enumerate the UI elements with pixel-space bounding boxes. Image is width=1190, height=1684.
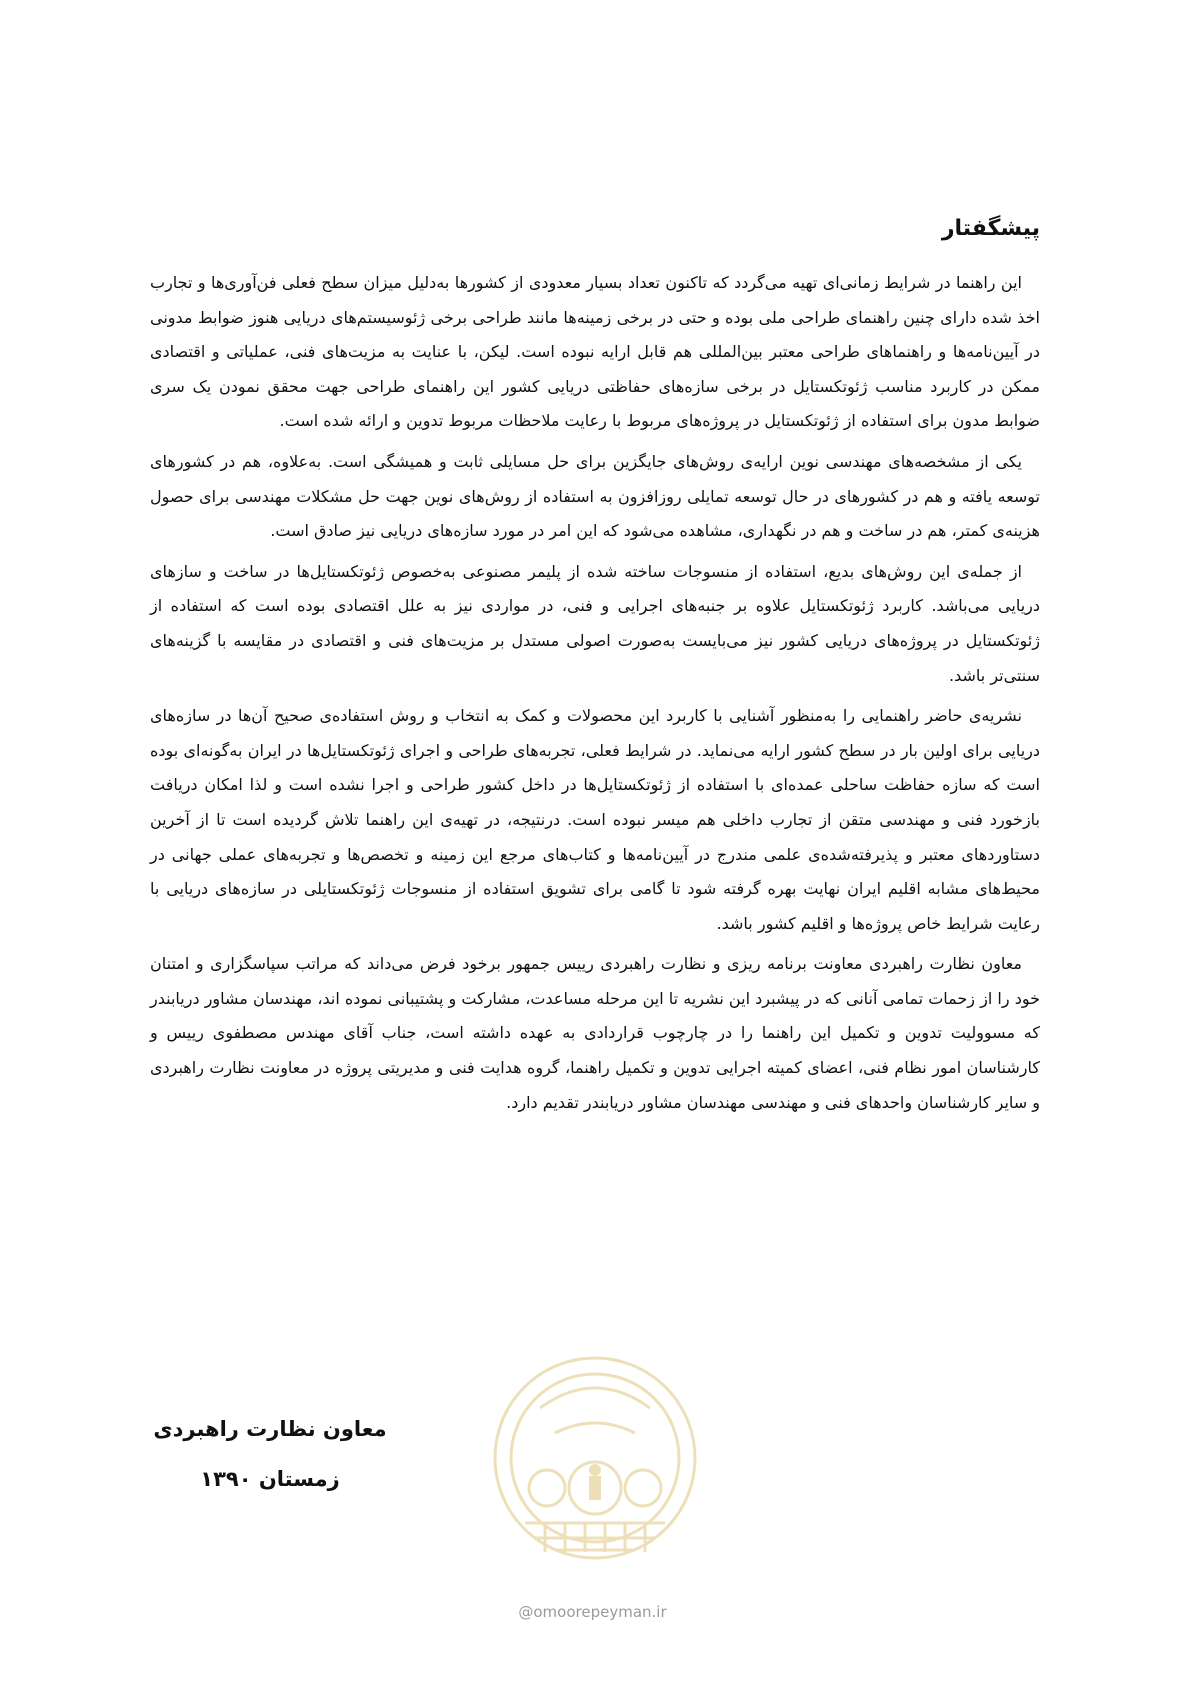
signature-title: معاون نظارت راهبردی — [153, 1417, 387, 1441]
page-heading: پیشگفتار — [941, 216, 1040, 241]
signature-date: زمستان ۱۳۹۰ — [200, 1467, 340, 1491]
body-text — [150, 266, 1040, 1126]
watermark-site: @omoorepeyman.ir — [518, 1603, 667, 1621]
signature-block — [150, 1404, 390, 1504]
watermark-logo-icon — [485, 1338, 705, 1578]
paragraph-5: معاون نظارت راهبردی معاونت برنامه ریزی و نظارت راهبردی رییس جمهور برخود فرض می‌داند که مراتب سپاسگزاری و امتنان خود را از زحمات تمامی آنانی که در پیشبرد این نشریه تا این مرحله مساعدت، مشارکت و پشتیبانی نموده اند، مهندسان مشاور دریابندر که مسوولیت تدوین و تکمیل این راهنما را در چارچوب قراردادی به عهده داشته است، جناب آقای مهندس مصطفوی رییس و کارشناسان امور نظام فنی، اعضای کمیته اجرایی تدوین و تکمیل راهنما، گروه هدایت فنی و مدیریتی پروژه در معاونت نظارت راهبردی و سایر کارشناسان واحدهای فنی و مهندسی مهندسان مشاور دریابندر تقدیم دارد. — [150, 954, 1040, 1112]
paragraph-1: این راهنما در شرایط زمانی‌ای تهیه می‌گردد که تاکنون تعداد بسیار معدودی از کشورها به‌دلیل میزان سطح فعلی فن‌آوری‌ها و تجارب اخذ شده دارای چنین راهنمای طراحی ملی بوده و حتی در برخی زمینه‌ها مانند طراحی برخی ژئوسیستم‌های دریایی هنوز ضوابط مدونی در آیین‌نامه‌ها و راهنماهای طراحی معتبر بین‌المللی هم قابل ارایه نبوده است. لیکن، با عنایت به مزیت‌های فنی، عملیاتی و اقتصادی ممکن در کاربرد مناسب ژئوتکستایل در برخی سازه‌های حفاظتی دریایی کشور این راهنمای طراحی جهت محقق نمودن یک سری ضوابط مدون برای استفاده از ژئوتکستایل در پروژه‌های مربوط با رعایت ملاحظات مربوط تدوین و ارائه شده است. — [150, 273, 1040, 431]
paragraph-2: یکی از مشخصه‌های مهندسی نوین ارایه‌ی روش‌های جایگزین برای حل مسایلی ثابت و همیشگی است. به‌علاوه، هم در کشورهای توسعه یافته و هم در کشورهای در حال توسعه تمایلی روزافزون به استفاده از روش‌های نوین جهت حل مشکلات مهندسی برای حصول هزینه‌ی کمتر، هم در ساخت و هم در نگهداری، مشاهده می‌شود که این امر در مورد سازه‌های دریایی نیز صادق است. — [150, 451, 1040, 541]
paragraph-3: از جمله‌ی این روش‌های بدیع، استفاده از منسوجات ساخته شده از پلیمر مصنوعی به‌خصوص ژئوتکستایل‌ها در ساخت و سازهای دریایی می‌باشد. کاربرد ژئوتکستایل علاوه بر جنبه‌های اجرایی و فنی، در مواردی نیز به علل اقتصادی بوده است که استفاده از ژئوتکستایل در پروژه‌های دریایی کشور نیز می‌بایست به‌صورت اصولی مستدل بر مزیت‌های فنی و اقتصادی در مقایسه با گزینه‌های سنتی‌تر باشد. — [150, 561, 1040, 685]
paragraph-4: نشریه‌ی حاضر راهنمایی را به‌منظور آشنایی با کاربرد این محصولات و کمک به انتخاب و روش استفاده‌ی صحیح آن‌ها در سازه‌های دریایی برای اولین بار در سطح کشور ارایه می‌نماید. در شرایط فعلی، تجربه‌های طراحی و اجرای ژئوتکستایل‌ها در ایران به‌گونه‌ای بوده است که سازه حفاظت ساحلی عمده‌ای با استفاده از ژئوتکستایل‌ها در داخل کشور طراحی و اجرا نشده است و لذا امکان دریافت بازخورد فنی و مهندسی متقن از تجارب داخلی هم میسر نبوده است. درنتیجه، در تهیه‌ی این راهنما تلاش گردیده است تا از آخرین دستاوردهای معتبر و پذیرفته‌شده‌ی علمی مندرج در آیین‌نامه‌ها و کتاب‌های مرجع این زمینه و تخصص‌ها و تجربه‌های عملی جهانی در محیط‌های مشابه اقلیم ایران نهایت بهره گرفته شود تا گامی برای تشویق استفاده از منسوجات ژئوتکستایلی در سازه‌های دریایی با رعایت شرایط خاص پروژه‌ها و اقلیم کشور باشد. — [150, 706, 1040, 933]
